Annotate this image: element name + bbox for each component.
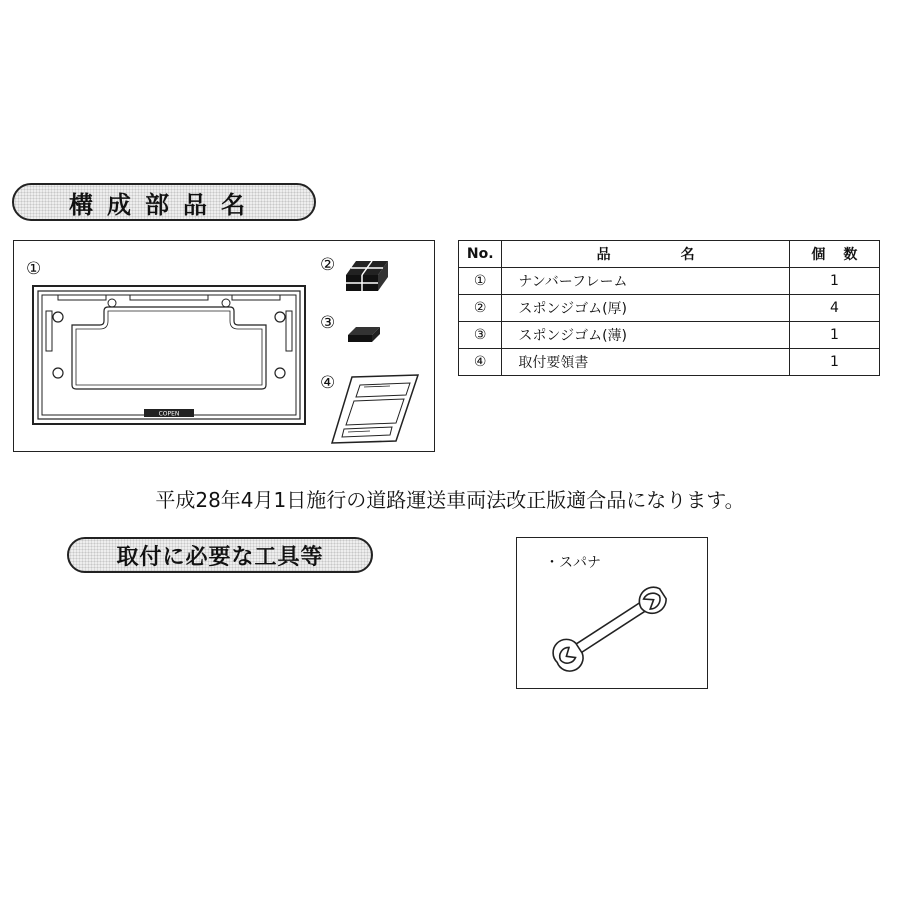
row-qty: 1 [789, 322, 879, 349]
tools-section-title [67, 537, 373, 573]
row-qty: 4 [789, 295, 879, 322]
parts-diagram [13, 240, 435, 452]
table-row [459, 268, 880, 295]
wrench-icon [545, 582, 675, 674]
table-row [459, 349, 880, 376]
row-no: ③ [459, 322, 502, 349]
compliance-notice: 平成28年4月1日施行の道路運送車両法改正版適合品になります。 [155, 488, 745, 512]
number-frame-illustration [32, 285, 306, 425]
table-row [459, 322, 880, 349]
header-name: 品名 [502, 241, 789, 268]
frame-plate-text: COPEN [158, 410, 180, 418]
tool-item-label: ・スパナ [545, 555, 601, 571]
instruction-sheet-icon [330, 373, 422, 445]
table-row [459, 295, 880, 322]
parts-table [458, 240, 880, 376]
label-2: ② [320, 255, 336, 275]
header-no: No. [459, 241, 502, 268]
thin-sponge-icon [346, 325, 382, 345]
row-no: ① [459, 268, 502, 295]
tools-box [516, 537, 708, 689]
parts-section-title [12, 183, 316, 221]
row-name: ナンバーフレーム [502, 268, 789, 295]
thick-sponge-icon [344, 257, 390, 293]
row-qty: 1 [789, 349, 879, 376]
label-3: ③ [320, 313, 336, 333]
row-name: スポンジゴム(薄) [502, 322, 789, 349]
tools-section-title-text: 取付に必要な工具等 [116, 544, 324, 570]
row-no: ② [459, 295, 502, 322]
row-name: スポンジゴム(厚) [502, 295, 789, 322]
row-name: 取付要領書 [502, 349, 789, 376]
row-no: ④ [459, 349, 502, 376]
parts-table-header [459, 241, 880, 268]
label-4: ④ [320, 373, 336, 393]
parts-section-title-text: 構成部品名 [69, 190, 259, 219]
row-qty: 1 [789, 268, 879, 295]
header-qty: 個数 [789, 241, 879, 268]
label-1: ① [26, 259, 42, 279]
